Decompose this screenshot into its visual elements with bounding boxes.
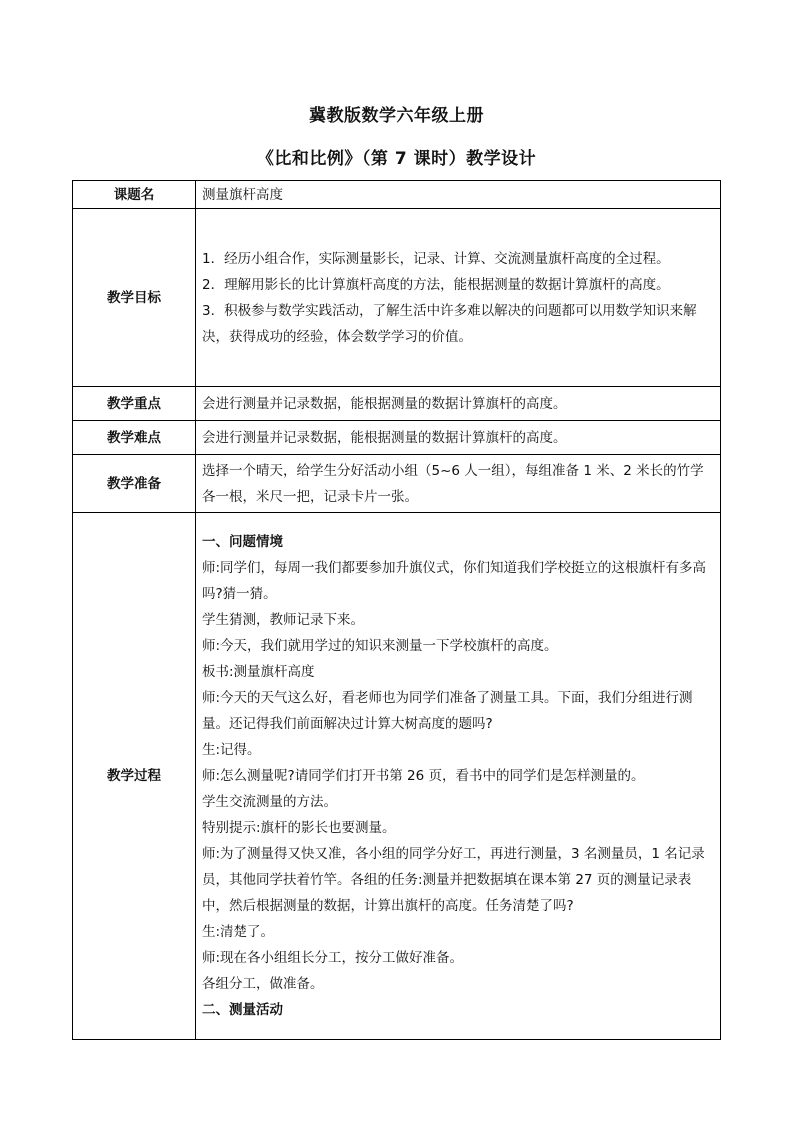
document-subtitle: 《比和比例》（第 7 课时）教学设计 [256,149,537,169]
process-line: 师:现在各小组组长分工，按分工做好准备。 [202,950,464,966]
process-line: 师:今天，我们就用学过的知识来测量一下学校旗杆的高度。 [202,638,558,654]
lesson-plan-table [72,180,721,1040]
table-row-process [73,513,721,1040]
objective-item: 1．经历小组合作，实际测量影长，记录、计算、交流测量旗杆高度的全过程。 [202,250,670,267]
process-line: 特别提示:旗杆的影长也要测量。 [202,820,396,836]
process-line: 板书:测量旗杆高度 [202,664,315,680]
topic-label: 课题名 [73,181,196,209]
preparation-label: 教学准备 [73,455,196,513]
process-section-heading: 二、测量活动 [202,1002,283,1018]
process-line: 师:同学们，每周一我们都要参加升旗仪式，你们知道我们学校挺立的这根旗杆有多高吗?猜一猜。 [202,560,707,602]
process-label: 教学过程 [73,513,196,1040]
process-line: 师:怎么测量呢?请同学们打开书第 26 页，看书中的同学们是怎样测量的。 [202,768,645,784]
key-points-value: 会进行测量并记录数据，能根据测量的数据计算旗杆的高度。 [196,387,721,421]
objective-item: 3．积极参与数学实践活动，了解生活中许多难以解决的问题都可以用数学知识来解决，获得成功的经验，体会数学学习的价值。 [202,302,697,345]
process-line: 师:今天的天气这么好，看老师也为同学们准备了测量工具。下面，我们分组进行测量。还记得我们前面解决过计算大树高度的题吗? [202,690,693,732]
process-line: 生:清楚了。 [202,924,275,940]
key-points-label: 教学重点 [73,387,196,421]
table-row-preparation [73,455,721,513]
objectives-content [196,209,721,387]
difficulties-value: 会进行测量并记录数据，能根据测量的数据计算旗杆的高度。 [196,421,721,455]
objective-item: 2．理解用影长的比计算旗杆高度的方法，能根据测量的数据计算旗杆的高度。 [202,276,670,293]
table-row-topic [73,181,721,209]
process-line: 学生猜测，教师记录下来。 [202,612,364,628]
process-line: 师:为了测量得又快又准，各小组的同学分好工，再进行测量，3 名测量员，1 名记录员，其他同学扶着竹竿。各组的任务:测量并把数据填在课本第 27 页的测量记录表中，然后根据测量的数据，计算出旗杆的高度。任务清楚了吗? [202,846,705,914]
objectives-label: 教学目标 [73,209,196,387]
process-line: 各组分工，做准备。 [202,976,324,992]
process-section-heading: 一、问题情境 [202,534,283,550]
topic-value: 测量旗杆高度 [196,181,721,209]
process-line: 学生交流测量的方法。 [202,794,337,810]
table-row-key-points [73,387,721,421]
preparation-value: 选择一个晴天，给学生分好活动小组（5~6 人一组），每组准备 1 米、2 米长的竹学各一根，米尺一把，记录卡片一张。 [196,455,721,513]
process-content [196,513,721,1040]
difficulties-label: 教学难点 [73,421,196,455]
document-title: 冀教版数学六年级上册 [309,106,484,126]
process-line: 生:记得。 [202,742,261,758]
table-row-objectives [73,209,721,387]
table-row-difficulties [73,421,721,455]
